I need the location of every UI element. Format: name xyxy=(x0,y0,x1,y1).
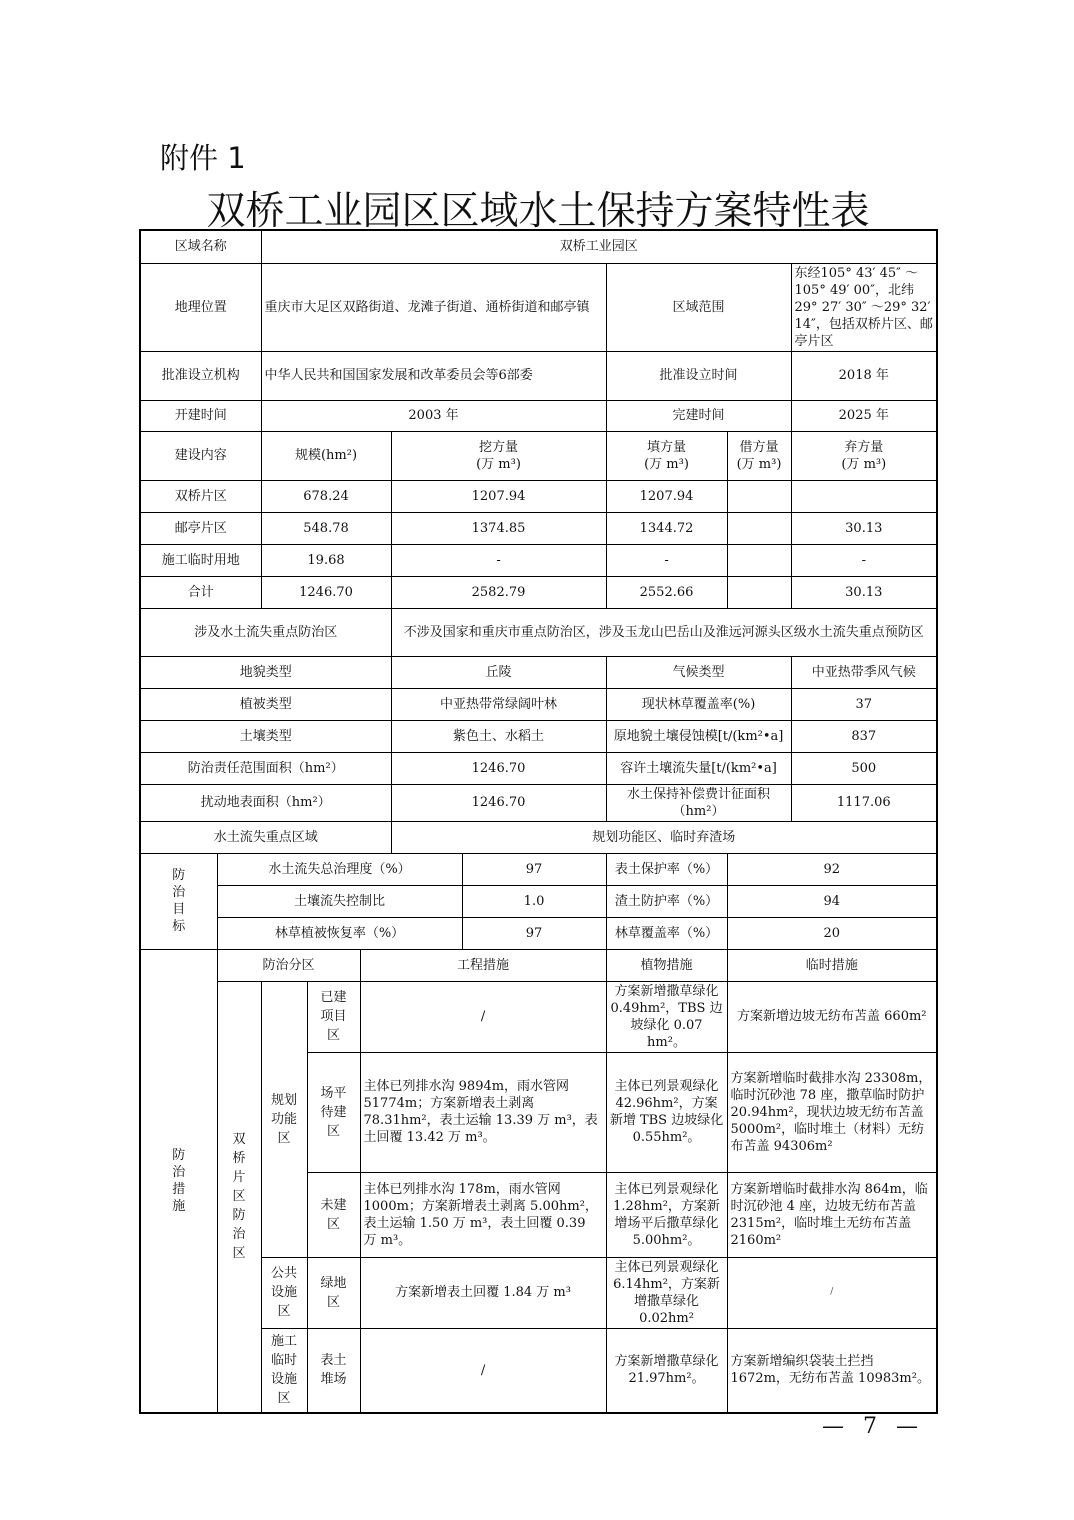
location: 重庆市大足区双路街道、龙滩子街道、通桥街道和邮亭镇 xyxy=(261,263,606,351)
plant-header: 植物措施 xyxy=(606,949,727,981)
target-b-label: 渣土防护率（%） xyxy=(606,885,727,917)
range-label: 区域范围 xyxy=(606,263,791,351)
landform: 丘陵 xyxy=(391,656,606,688)
zone-topsoil: 表土堆场 xyxy=(307,1328,360,1413)
soil: 紫色土、水稻土 xyxy=(391,720,606,752)
built-eng: / xyxy=(360,981,606,1052)
unbuilt-temp: 方案新增临时截排水沟 864m，临时沉砂池 4 座，边坡无纺布苫盖 2315m²，临时堆土无纺布苫盖 2160m² xyxy=(727,1172,937,1257)
target-b-label: 表土保护率（%） xyxy=(606,853,727,885)
table-row: 施工临时用地 19.68 - - - xyxy=(140,544,937,576)
erosion-label: 原地貌土壤侵蚀模[t/(km²•a] xyxy=(606,720,791,752)
leveled-plant: 主体已列景观绿化 42.96hm²，方案新增 TBS 边坡绿化 0.55hm²。 xyxy=(606,1052,727,1172)
zone-header: 防治分区 xyxy=(217,949,360,981)
allow-loss-label: 容许土壤流失量[t/(km²•a] xyxy=(606,752,791,784)
approval-time: 2018 年 xyxy=(791,351,937,400)
approval-org: 中华人民共和国国家发展和改革委员会等6部委 xyxy=(261,351,606,400)
region-name: 双桥工业园区 xyxy=(261,230,937,263)
zone-unbuilt: 未建区 xyxy=(307,1172,360,1257)
col-cut: 挖方量 (万 m³) xyxy=(391,431,606,480)
soil-label: 土壤类型 xyxy=(140,720,391,752)
key-region: 规划功能区、临时弃渣场 xyxy=(391,821,937,853)
disturb: 1246.70 xyxy=(391,784,606,821)
green-temp: / xyxy=(727,1257,937,1328)
construction-label: 建设内容 xyxy=(140,431,261,480)
target-b-value: 92 xyxy=(727,853,937,885)
public-label: 公共设施区 xyxy=(261,1257,307,1328)
climate: 中亚热带季风气候 xyxy=(791,656,937,688)
col-fill: 填方量 (万 m³) xyxy=(606,431,727,480)
planning-label: 规划功能区 xyxy=(261,981,307,1257)
measures-label: 防治措施 xyxy=(140,949,217,1413)
region-name-label: 区域名称 xyxy=(140,230,261,263)
target-b-label: 林草覆盖率（%） xyxy=(606,917,727,949)
approval-time-label: 批准设立时间 xyxy=(606,351,791,400)
approval-org-label: 批准设立机构 xyxy=(140,351,261,400)
disturb-label: 扰动地表面积（hm²） xyxy=(140,784,391,821)
range: 东经105° 43′ 45″ ～105° 49′ 00″，北纬 29° 27′ 30″ ～29° 32′ 14″，包括双桥片区、邮亭片区 xyxy=(791,263,937,351)
target-label: 防治目标 xyxy=(140,853,217,949)
built-temp: 方案新增边坡无纺布苫盖 660m² xyxy=(727,981,937,1052)
table-row: 双桥片区 678.24 1207.94 1207.94 xyxy=(140,480,937,512)
col-borrow: 借方量 (万 m³) xyxy=(727,431,791,480)
topsoil-plant: 方案新增撒草绿化 21.97hm²。 xyxy=(606,1328,727,1413)
target-a-label: 土壤流失控制比 xyxy=(217,885,462,917)
unbuilt-eng: 主体已列排水沟 178m，雨水管网 1000m；方案新增表土剥离 5.00hm²，表土运输 1.50 万 m³，表土回覆 0.39 万 m³。 xyxy=(360,1172,606,1257)
page-number: — 7 — xyxy=(822,1414,924,1439)
erosion: 837 xyxy=(791,720,937,752)
resp-area: 1246.70 xyxy=(391,752,606,784)
unbuilt-plant: 主体已列景观绿化 1.28hm²，方案新增场平后撒草绿化 5.00hm²。 xyxy=(606,1172,727,1257)
target-a-label: 林草植被恢复率（%） xyxy=(217,917,462,949)
comp: 1117.06 xyxy=(791,784,937,821)
vegetation-label: 植被类型 xyxy=(140,688,391,720)
col-waste: 弃方量 (万 m³) xyxy=(791,431,937,480)
location-label: 地理位置 xyxy=(140,263,261,351)
page-title: 双桥工业园区区域水土保持方案特性表 xyxy=(206,189,870,234)
target-a-label: 水土流失总治理度（%） xyxy=(217,853,462,885)
green-eng: 方案新增表土回覆 1.84 万 m³ xyxy=(360,1257,606,1328)
table-row: 合计 1246.70 2582.79 2552.66 30.13 xyxy=(140,576,937,608)
target-a-value: 97 xyxy=(462,853,606,885)
zone-leveled: 场平待建区 xyxy=(307,1052,360,1172)
target-b-value: 94 xyxy=(727,885,937,917)
start-year: 2003 年 xyxy=(261,400,606,431)
allow-loss: 500 xyxy=(791,752,937,784)
district-label: 双桥片区防治区 xyxy=(217,981,261,1413)
target-b-value: 20 xyxy=(727,917,937,949)
built-plant: 方案新增撒草绿化 0.49hm²，TBS 边坡绿化 0.07 hm²。 xyxy=(606,981,727,1052)
leveled-temp: 方案新增临时截排水沟 23308m，临时沉砂池 78 座，撒草临时防护 20.94hm²，现状边坡无纺布苫盖 5000m²，临时堆土（材料）无纺布苫盖 94306m² xyxy=(727,1052,937,1172)
start-label: 开建时间 xyxy=(140,400,261,431)
topsoil-eng: / xyxy=(360,1328,606,1413)
key-region-label: 水土流失重点区域 xyxy=(140,821,391,853)
eng-header: 工程措施 xyxy=(360,949,606,981)
vegetation: 中亚热带常绿阔叶林 xyxy=(391,688,606,720)
col-scale: 规模(hm²) xyxy=(261,431,391,480)
temp-header: 临时措施 xyxy=(727,949,937,981)
comp-label: 水土保持补偿费计征面积（hm²） xyxy=(606,784,791,821)
coverage: 37 xyxy=(791,688,937,720)
target-a-value: 1.0 xyxy=(462,885,606,917)
attachment-label: 附件 1 xyxy=(160,141,246,175)
leveled-eng: 主体已列排水沟 9894m，雨水管网 51774m；方案新增表土剥离 78.31hm²，表土运输 13.39 万 m³，表土回覆 13.42 万 m³。 xyxy=(360,1052,606,1172)
landform-label: 地貌类型 xyxy=(140,656,391,688)
target-a-value: 97 xyxy=(462,917,606,949)
green-plant: 主体已列景观绿化 6.14hm²，方案新增撒草绿化 0.02hm² xyxy=(606,1257,727,1328)
end-year: 2025 年 xyxy=(791,400,937,431)
climate-label: 气候类型 xyxy=(606,656,791,688)
resp-area-label: 防治责任范围面积（hm²） xyxy=(140,752,391,784)
coverage-label: 现状林草覆盖率(%) xyxy=(606,688,791,720)
key-area: 不涉及国家和重庆市重点防治区，涉及玉龙山巴岳山及淮远河源头区级水土流失重点预防区 xyxy=(391,608,937,656)
tempfac-label: 施工临时设施区 xyxy=(261,1328,307,1413)
zone-built: 已建项目区 xyxy=(307,981,360,1052)
end-label: 完建时间 xyxy=(606,400,791,431)
characteristics-table xyxy=(139,229,938,1414)
key-area-label: 涉及水土流失重点防治区 xyxy=(140,608,391,656)
topsoil-temp: 方案新增编织袋装土拦挡 1672m，无纺布苫盖 10983m²。 xyxy=(727,1328,937,1413)
zone-green: 绿地区 xyxy=(307,1257,360,1328)
table-row: 邮亭片区 548.78 1374.85 1344.72 30.13 xyxy=(140,512,937,544)
